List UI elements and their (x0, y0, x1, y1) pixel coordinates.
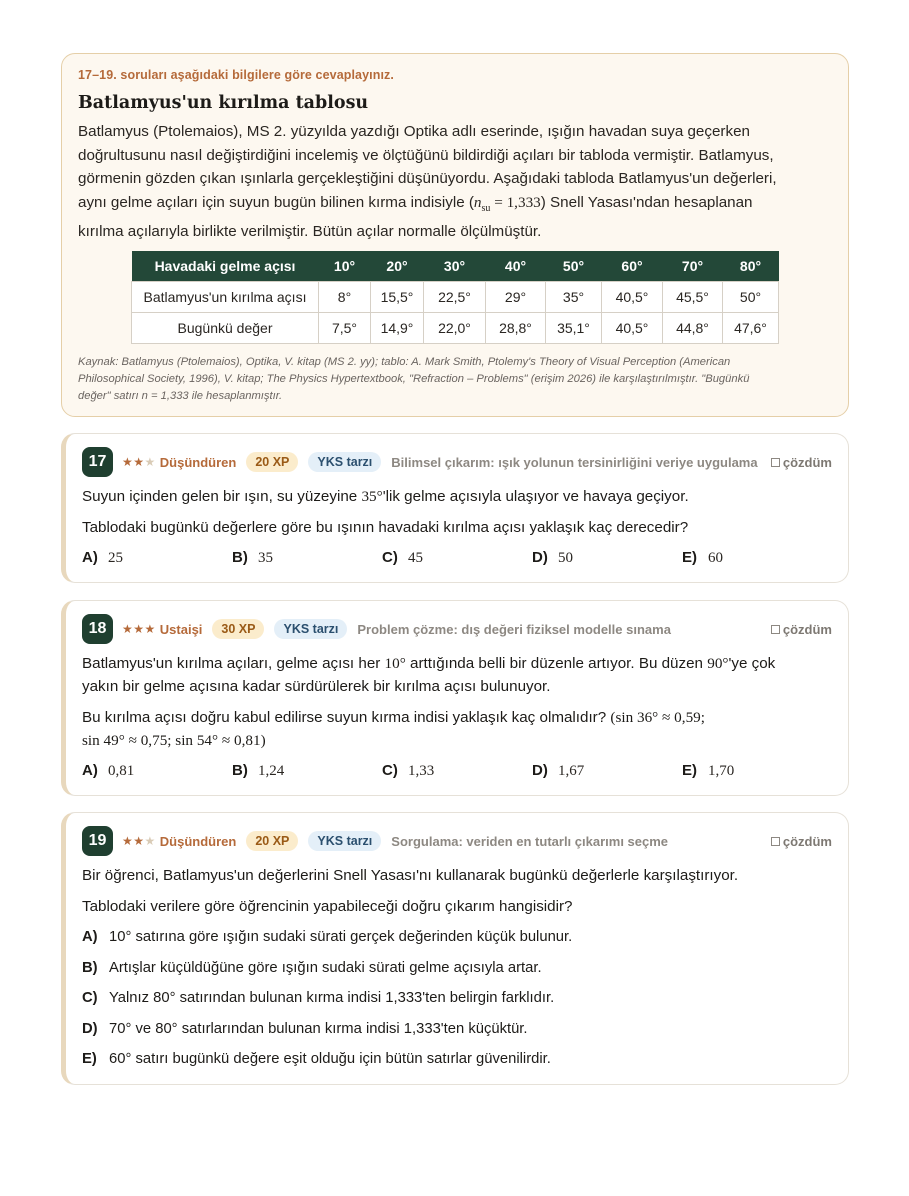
stem-text: Batlamyus'un kırılma açıları, gelme açısı her (82, 655, 385, 672)
star-empty-icon: ★ (144, 834, 156, 848)
question-stem: Bir öğrenci, Batlamyus'un değerlerini Snell Yasası'nı kullanarak bugünkü değerlerle karşılaştırıyor. (82, 867, 739, 884)
table-cell: 22,5° (424, 282, 486, 313)
answer-option-a[interactable] (82, 762, 232, 780)
xp-badge: 30 XP (212, 619, 264, 639)
table-cell: 35,1° (546, 313, 602, 344)
exam-style-badge: YKS tarzı (308, 452, 381, 472)
table-header-cell: 70° (663, 251, 723, 282)
table-cell: 15,5° (371, 282, 424, 313)
skill-label: Problem çözme: dış değeri fiziksel modelle sınama (357, 621, 671, 637)
answer-option-e[interactable] (682, 762, 832, 780)
option-letter: E) (82, 1051, 97, 1067)
solved-checkbox[interactable] (771, 622, 832, 637)
option-letter: A) (82, 549, 98, 566)
option-letter: E) (682, 549, 697, 566)
table-cell: 35° (546, 282, 602, 313)
question-header (82, 447, 832, 477)
passage-kicker: 17–19. soruları aşağıdaki bilgilere göre cevaplayınız. (78, 68, 394, 82)
table-cell: 50° (723, 282, 779, 313)
question-prompt: Tablodaki bugünkü değerlere göre bu ışının havadaki kırılma açısı yaklaşık kaç derecedir? (82, 519, 689, 536)
passage-text: aynı gelme açıları için suyun bugün bilinen kırma indisiyle ( (78, 193, 474, 211)
question-prompt (82, 706, 832, 752)
option-value: 10° satırına göre ışığın sudaki sürati gerçek değerinden küçük bulunur. (109, 929, 573, 945)
answer-option-a[interactable] (82, 549, 232, 567)
option-letter: D) (532, 549, 548, 566)
math-hint: (sin 36° ≈ 0,59; (610, 709, 705, 726)
table-header-row (132, 251, 779, 282)
table-cell: 7,5° (319, 313, 371, 344)
table-header-cell: 50° (546, 251, 602, 282)
exam-style-badge: YKS tarzı (274, 619, 347, 639)
answer-option-b[interactable] (232, 762, 382, 780)
xp-badge: 20 XP (246, 452, 298, 472)
option-value: 45 (408, 550, 423, 566)
table-header-cell: 60° (602, 251, 663, 282)
option-value: Yalnız 80° satırından bulunan kırma indisi 1,333'ten belirgin farklıdır. (109, 990, 555, 1006)
question-stem (82, 485, 832, 508)
table-header-cell: 80° (723, 251, 779, 282)
table-row (132, 282, 779, 313)
option-value: 0,81 (108, 763, 135, 779)
checkbox-icon[interactable] (771, 625, 780, 634)
difficulty-stars (122, 455, 156, 469)
solved-checkbox[interactable] (771, 834, 832, 849)
answer-option-e[interactable] (82, 1044, 832, 1075)
solved-label: çözdüm (782, 833, 832, 849)
difficulty-stars (122, 834, 156, 848)
passage-line: görmenin gözden çıkan ışınlarla gerçekleştiğini düşünüyordu. Aşağıdaki tabloda Batlamyus'un değerleri, (78, 170, 777, 187)
option-letter: A) (82, 929, 98, 945)
prompt-text: Bu kırılma açısı doğru kabul edilirse suyun kırma indisi yaklaşık kaç olmalıdır? (82, 709, 611, 726)
skill-label: Bilimsel çıkarım: ışık yolunun tersinirliğini veriye uygulama (391, 454, 758, 470)
answer-option-a[interactable] (82, 922, 832, 953)
checkbox-icon[interactable] (771, 458, 780, 467)
source-line: Philosophical Society, 1996), V. kitap; The Physics Hypertextbook, "Refraction – Problems" (erişim 2026) ile karşılaştırılmıştır. "Bugünkü (78, 373, 750, 386)
star-icon: ★★★ (122, 622, 156, 636)
math-angle: 90° (707, 655, 729, 672)
difficulty-level: Düşündüren (159, 833, 237, 849)
option-value: 1,33 (408, 763, 435, 779)
passage-text: ) Snell Yasası'ndan hesaplanan (540, 193, 753, 211)
table-cell: 8° (319, 282, 371, 313)
passage-card (61, 53, 849, 417)
difficulty-level: Ustaişi (159, 621, 203, 637)
question-number: 19 (82, 826, 113, 856)
math-var: n (473, 193, 482, 211)
math-angle: 10° (384, 655, 406, 672)
answer-option-c[interactable] (82, 983, 832, 1014)
math-hint: sin 49° ≈ 0,75; sin 54° ≈ 0,81) (82, 732, 266, 749)
option-value: 60° satırı bugünkü değere eşit olduğu için bütün satırlar güvenilirdir. (109, 1051, 551, 1067)
prompt-line (82, 706, 832, 729)
option-value: 1,67 (558, 763, 585, 779)
passage-line: kırılma açılarıyla birlikte verilmiştir. Bütün açılar normalle ölçülmüştür. (78, 223, 542, 241)
option-value: 70° ve 80° satırlarından bulunan kırma indisi 1,333'ten küçüktür. (109, 1020, 528, 1037)
difficulty-level: Düşündüren (159, 454, 237, 470)
star-icon: ★★ (122, 455, 145, 469)
answer-options (82, 549, 832, 567)
option-letter: C) (382, 549, 398, 566)
stem-line (82, 652, 832, 675)
question-header (82, 826, 832, 856)
difficulty-stars (122, 622, 156, 636)
question-header (82, 614, 832, 644)
passage-line: Batlamyus (Ptolemaios), MS 2. yüzyılda yazdığı Optika adlı eserinde, ışığın havadan suya geçerken (78, 123, 750, 140)
math-angle: 35° (361, 488, 383, 505)
table-header-cell: 10° (319, 251, 371, 282)
source-note (78, 354, 832, 405)
table-row-header: Bugünkü değer (132, 313, 319, 344)
table-cell: 45,5° (663, 282, 723, 313)
passage-line: doğrultusunu nasıl değiştirdiğini incelemiş ve ölçtüğünü bildirdiği açıları bir tabloda vermiştir. Batlamyus, (78, 146, 774, 164)
answer-options (82, 922, 832, 1075)
stem-text: arttığında belli bir düzenle artıyor. Bu düzen (405, 655, 708, 672)
option-value: Artışlar küçüldüğüne göre ışığın sudaki sürati gelme açısıyla artar. (109, 959, 542, 976)
table-header-cell: 20° (371, 251, 424, 282)
option-letter: B) (82, 959, 98, 976)
option-letter: D) (532, 762, 548, 779)
table-row (132, 313, 779, 344)
question-card-19 (61, 812, 849, 1085)
table-header-cell: 40° (486, 251, 546, 282)
question-card-18 (61, 600, 849, 796)
exam-style-badge: YKS tarzı (308, 831, 381, 851)
option-letter: A) (82, 762, 98, 779)
answer-option-d[interactable] (532, 762, 682, 780)
table-cell: 47,6° (723, 313, 779, 344)
passage-body (78, 120, 832, 244)
option-value: 1,24 (258, 763, 285, 779)
option-letter: B) (232, 549, 248, 566)
source-line: Kaynak: Batlamyus (Ptolemaios), Optika, V. kitap (MS 2. yy); tablo: A. Mark Smith, Ptolemy's Theory of Visual Perception (American (78, 356, 731, 369)
table-cell: 40,5° (602, 282, 663, 313)
table-cell: 28,8° (486, 313, 546, 344)
refractive-index-formula (473, 193, 541, 214)
answer-option-b[interactable] (82, 953, 832, 984)
refraction-table (131, 251, 779, 345)
math-sub: su (481, 202, 491, 214)
passage-title: Batlamyus'un kırılma tablosu (78, 93, 369, 113)
skill-label: Sorgulama: veriden en tutarlı çıkarımı seçme (391, 833, 669, 849)
source-line: değer" satırı n = 1,333 ile hesaplanmıştır. (78, 390, 283, 403)
option-letter: D) (82, 1020, 98, 1037)
option-value: 1,70 (708, 763, 735, 779)
question-stem (82, 652, 832, 698)
answer-options (82, 762, 832, 780)
answer-option-e[interactable] (682, 549, 832, 567)
option-letter: C) (382, 762, 398, 779)
table-cell: 22,0° (424, 313, 486, 344)
table-cell: 14,9° (371, 313, 424, 344)
table-header-cell: Havadaki gelme açısı (132, 251, 319, 282)
table-cell: 44,8° (663, 313, 723, 344)
solved-checkbox[interactable] (771, 455, 832, 470)
stem-text: Suyun içinden gelen bir ışın, su yüzeyine (82, 488, 362, 505)
option-value: 35 (258, 550, 273, 566)
stem-line: yakın bir gelme açısına kadar sürdürülerek bir kırılma açısı bulunuyor. (82, 678, 551, 695)
answer-option-b[interactable] (232, 549, 382, 567)
question-number: 17 (82, 447, 113, 477)
answer-option-d[interactable] (82, 1014, 832, 1045)
option-value: 25 (108, 550, 123, 566)
star-empty-icon: ★ (144, 455, 156, 469)
question-prompt: Tablodaki verilere göre öğrencinin yapabileceği doğru çıkarım hangisidir? (82, 898, 573, 915)
answer-option-c[interactable] (382, 549, 532, 567)
checkbox-icon[interactable] (771, 837, 780, 846)
solved-label: çözdüm (782, 454, 832, 470)
xp-badge: 20 XP (246, 831, 298, 851)
answer-option-c[interactable] (382, 762, 532, 780)
option-value: 60 (708, 550, 723, 566)
table-cell: 40,5° (602, 313, 663, 344)
option-value: 50 (558, 550, 573, 566)
answer-option-d[interactable] (532, 549, 682, 567)
math-eq: = 1,333 (490, 193, 541, 211)
question-card-17 (61, 433, 849, 583)
table-cell: 29° (486, 282, 546, 313)
option-letter: E) (682, 762, 697, 779)
solved-label: çözdüm (782, 621, 832, 637)
passage-line (78, 191, 832, 221)
table-row-header: Batlamyus'un kırılma açısı (132, 282, 319, 313)
option-letter: B) (232, 762, 248, 779)
stem-text: 'ye çok (728, 655, 776, 672)
option-letter: C) (82, 990, 98, 1006)
question-number: 18 (82, 614, 113, 644)
star-icon: ★★ (122, 834, 145, 848)
stem-text: 'lik gelme açısıyla ulaşıyor ve havaya geçiyor. (382, 488, 689, 505)
table-header-cell: 30° (424, 251, 486, 282)
